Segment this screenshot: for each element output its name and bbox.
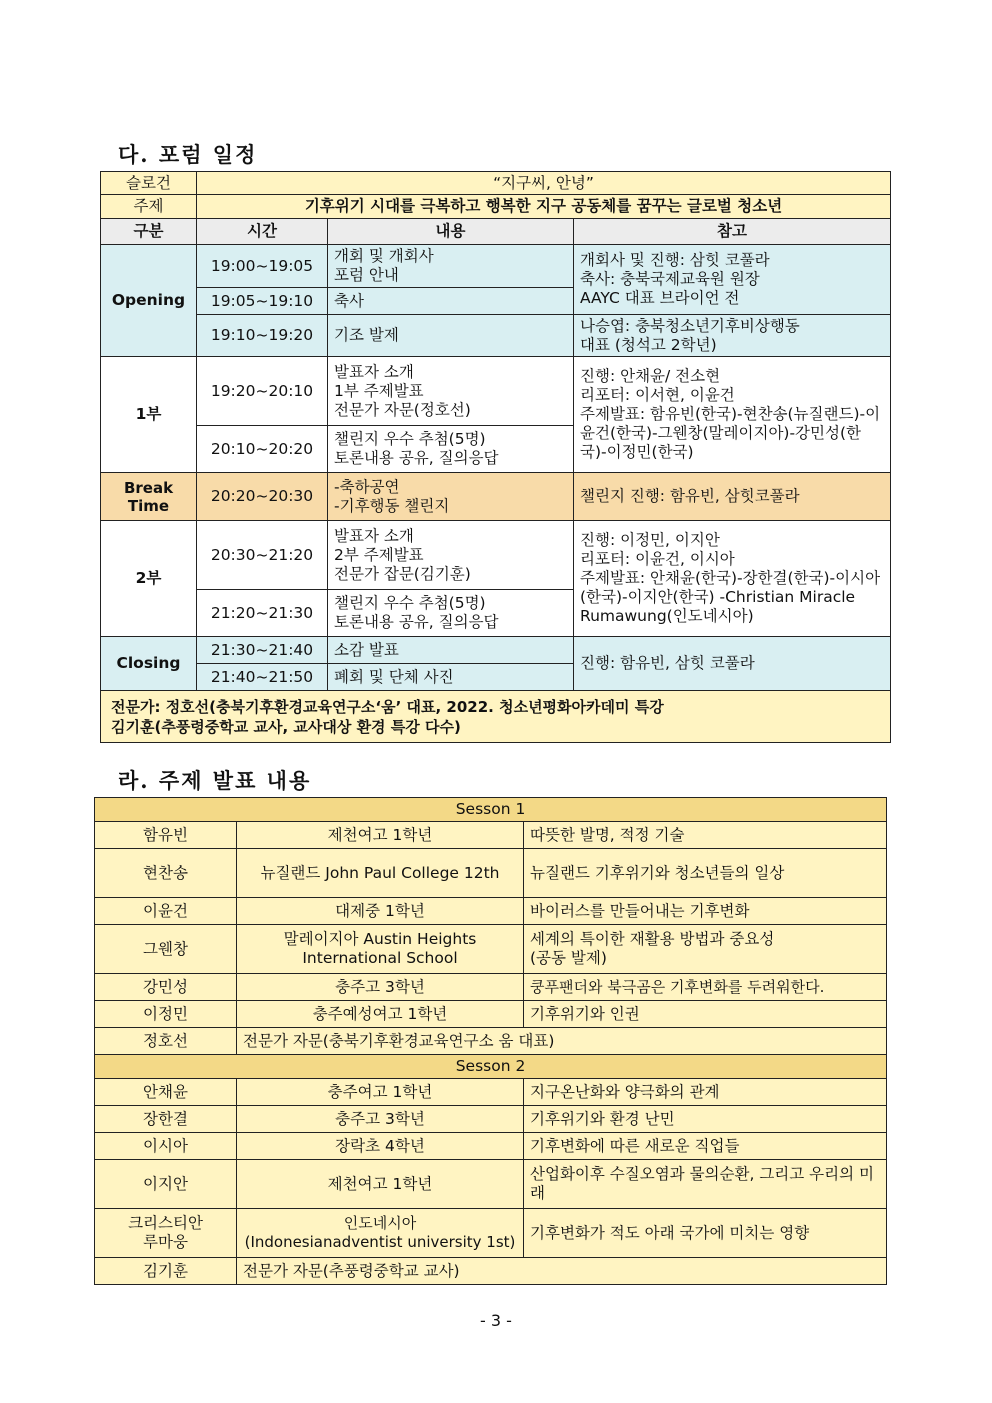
page-number: - 3 - — [480, 1311, 512, 1330]
table-row — [95, 1001, 887, 1028]
presenter-name: 이정민 — [95, 1001, 237, 1028]
opening-label: Opening — [101, 245, 197, 357]
header-row — [101, 219, 891, 245]
part2-time-1: 20:30~21:20 — [197, 521, 328, 590]
presenter-name: 장한결 — [95, 1106, 237, 1133]
part1-content-1: 발표자 소개 1부 주제발표 전문가 자문(정호선) — [328, 357, 574, 426]
presenter-affiliation: 제천여고 1학년 — [237, 1160, 524, 1209]
table-row — [95, 925, 887, 974]
closing-note: 진행: 함유빈, 삼힛 코풀라 — [574, 637, 891, 691]
table-row — [101, 473, 891, 521]
session2-label: Sesson 2 — [95, 1055, 887, 1079]
part2-label: 2부 — [101, 521, 197, 637]
presentation-topic: 산업화이후 수질오염과 물의순환, 그리고 우리의 미래 — [524, 1160, 887, 1209]
table-row — [95, 849, 887, 898]
table-row — [101, 245, 891, 288]
presenter-affiliation: 대제중 1학년 — [237, 898, 524, 925]
presenter-affiliation: 인도네시아 (Indonesianadventist university 1st) — [237, 1209, 524, 1258]
opening-time-3: 19:10~19:20 — [197, 315, 328, 357]
presenter-name: 크리스티안 루마웅 — [95, 1209, 237, 1258]
header-note: 참고 — [574, 219, 891, 245]
expert-name: 김기훈 — [95, 1258, 237, 1285]
presentation-topic: 기후변화에 따른 새로운 직업들 — [524, 1133, 887, 1160]
presenter-name: 강민성 — [95, 974, 237, 1001]
presentation-topic: 지구온난화와 양극화의 관계 — [524, 1079, 887, 1106]
presenter-name: 함유빈 — [95, 822, 237, 849]
table-row — [95, 1106, 887, 1133]
part1-label: 1부 — [101, 357, 197, 473]
break-note: 챌린지 진행: 함유빈, 삼힛코풀라 — [574, 473, 891, 521]
theme-label: 주제 — [101, 195, 197, 219]
opening-note-b: 나승엽: 충북청소년기후비상행동 대표 (청석고 2학년) — [574, 315, 891, 357]
header-category: 구분 — [101, 219, 197, 245]
presenter-name: 이시아 — [95, 1133, 237, 1160]
part1-time-1: 19:20~20:10 — [197, 357, 328, 426]
presentation-topic: 기후변화가 적도 아래 국가에 미치는 영향 — [524, 1209, 887, 1258]
presenter-affiliation: 충주예성여고 1학년 — [237, 1001, 524, 1028]
presenter-affiliation: 말레이지아 Austin Heights International School — [237, 925, 524, 974]
presenter-name: 이지안 — [95, 1160, 237, 1209]
expert-role: 전문가 자문(충북기후환경교육연구소 움 대표) — [237, 1028, 887, 1055]
opening-content-2: 축사 — [328, 288, 574, 315]
expert-role: 전문가 자문(추풍령중학교 교사) — [237, 1258, 887, 1285]
presenter-affiliation: 장락초 4학년 — [237, 1133, 524, 1160]
section-c-title: 다. 포럼 일정 — [118, 142, 258, 167]
theme-row — [101, 195, 891, 219]
presentation-topic: 쿵푸팬더와 북극곰은 기후변화를 두려워한다. — [524, 974, 887, 1001]
presentations-table — [94, 797, 887, 1285]
presenter-affiliation: 충주고 3학년 — [237, 1106, 524, 1133]
part2-time-2: 21:20~21:30 — [197, 590, 328, 637]
experts-row — [101, 691, 891, 743]
presenter-name: 안채윤 — [95, 1079, 237, 1106]
table-row — [95, 1258, 887, 1285]
part1-time-2: 20:10~20:20 — [197, 426, 328, 473]
table-row — [95, 974, 887, 1001]
table-row — [101, 521, 891, 590]
table-row — [95, 1079, 887, 1106]
experts-note: 전문가: 정호선(충북기후환경교육연구소‘움’ 대표, 2022. 청소년평화아카데미 특강 김기훈(추풍령중학교 교사, 교사대상 환경 특강 다수) — [101, 691, 891, 743]
closing-content-1: 소감 발표 — [328, 637, 574, 664]
table-row — [95, 898, 887, 925]
opening-content-1: 개회 및 개회사 포럼 안내 — [328, 245, 574, 288]
presenter-name: 이윤건 — [95, 898, 237, 925]
forum-schedule-table — [100, 171, 891, 743]
opening-time-2: 19:05~19:10 — [197, 288, 328, 315]
section-d-title: 라. 주제 발표 내용 — [118, 768, 312, 793]
presentation-topic: 기후위기와 인권 — [524, 1001, 887, 1028]
closing-content-2: 폐회 및 단체 사진 — [328, 664, 574, 691]
presenter-affiliation: 충주여고 1학년 — [237, 1079, 524, 1106]
session2-header — [95, 1055, 887, 1079]
table-row — [101, 637, 891, 664]
part2-note: 진행: 이정민, 이지안 리포터: 이윤건, 이시아 주제발표: 안채윤(한국)-장한결(한국)-이시아(한국)-이지안(한국) -Christian Miracle Rumawung(인도네시아) — [574, 521, 891, 637]
table-row — [95, 1160, 887, 1209]
part1-content-2: 챌린지 우수 추첨(5명) 토론내용 공유, 질의응답 — [328, 426, 574, 473]
presenter-affiliation: 충주고 3학년 — [237, 974, 524, 1001]
header-time: 시간 — [197, 219, 328, 245]
session1-label: Sesson 1 — [95, 798, 887, 822]
table-row — [95, 1028, 887, 1055]
presenter-affiliation: 뉴질랜드 John Paul College 12th — [237, 849, 524, 898]
table-row — [95, 822, 887, 849]
opening-content-3: 기조 발제 — [328, 315, 574, 357]
presenter-name: 그웬창 — [95, 925, 237, 974]
part2-content-2: 챌린지 우수 추첨(5명) 토론내용 공유, 질의응답 — [328, 590, 574, 637]
presenter-name: 현찬송 — [95, 849, 237, 898]
presentation-topic: 따뜻한 발명, 적정 기술 — [524, 822, 887, 849]
closing-time-1: 21:30~21:40 — [197, 637, 328, 664]
break-content: -축하공연 -기후행동 챌린지 — [328, 473, 574, 521]
expert-name: 정호선 — [95, 1028, 237, 1055]
closing-time-2: 21:40~21:50 — [197, 664, 328, 691]
presenter-affiliation: 제천여고 1학년 — [237, 822, 524, 849]
presentation-topic: 뉴질랜드 기후위기와 청소년들의 일상 — [524, 849, 887, 898]
break-time: 20:20~20:30 — [197, 473, 328, 521]
slogan-row — [101, 172, 891, 195]
slogan-label: 슬로건 — [101, 172, 197, 195]
presentation-topic: 바이러스를 만들어내는 기후변화 — [524, 898, 887, 925]
table-row — [101, 315, 891, 357]
presentation-topic: 세계의 특이한 재활용 방법과 중요성 (공동 발제) — [524, 925, 887, 974]
table-row — [101, 357, 891, 426]
session1-header — [95, 798, 887, 822]
presentation-topic: 기후위기와 환경 난민 — [524, 1106, 887, 1133]
slogan-value: “지구씨, 안녕” — [197, 172, 891, 195]
table-row — [95, 1133, 887, 1160]
break-label: Break Time — [101, 473, 197, 521]
theme-value: 기후위기 시대를 극복하고 행복한 지구 공동체를 꿈꾸는 글로벌 청소년 — [197, 195, 891, 219]
header-content: 내용 — [328, 219, 574, 245]
closing-label: Closing — [101, 637, 197, 691]
part2-content-1: 발표자 소개 2부 주제발표 전문가 잡문(김기훈) — [328, 521, 574, 590]
part1-note: 진행: 안채윤/ 전소현 리포터: 이서현, 이윤건 주제발표: 함유빈(한국)-현찬송(뉴질랜드)-이윤건(한국)-그웬창(말레이지아)-강민성(한국)-이정민(한국) — [574, 357, 891, 473]
opening-note-a: 개회사 및 진행: 삼힛 코풀라 축사: 충북국제교육원 원장 AAYC 대표 브라이언 전 — [574, 245, 891, 315]
table-row — [95, 1209, 887, 1258]
opening-time-1: 19:00~19:05 — [197, 245, 328, 288]
